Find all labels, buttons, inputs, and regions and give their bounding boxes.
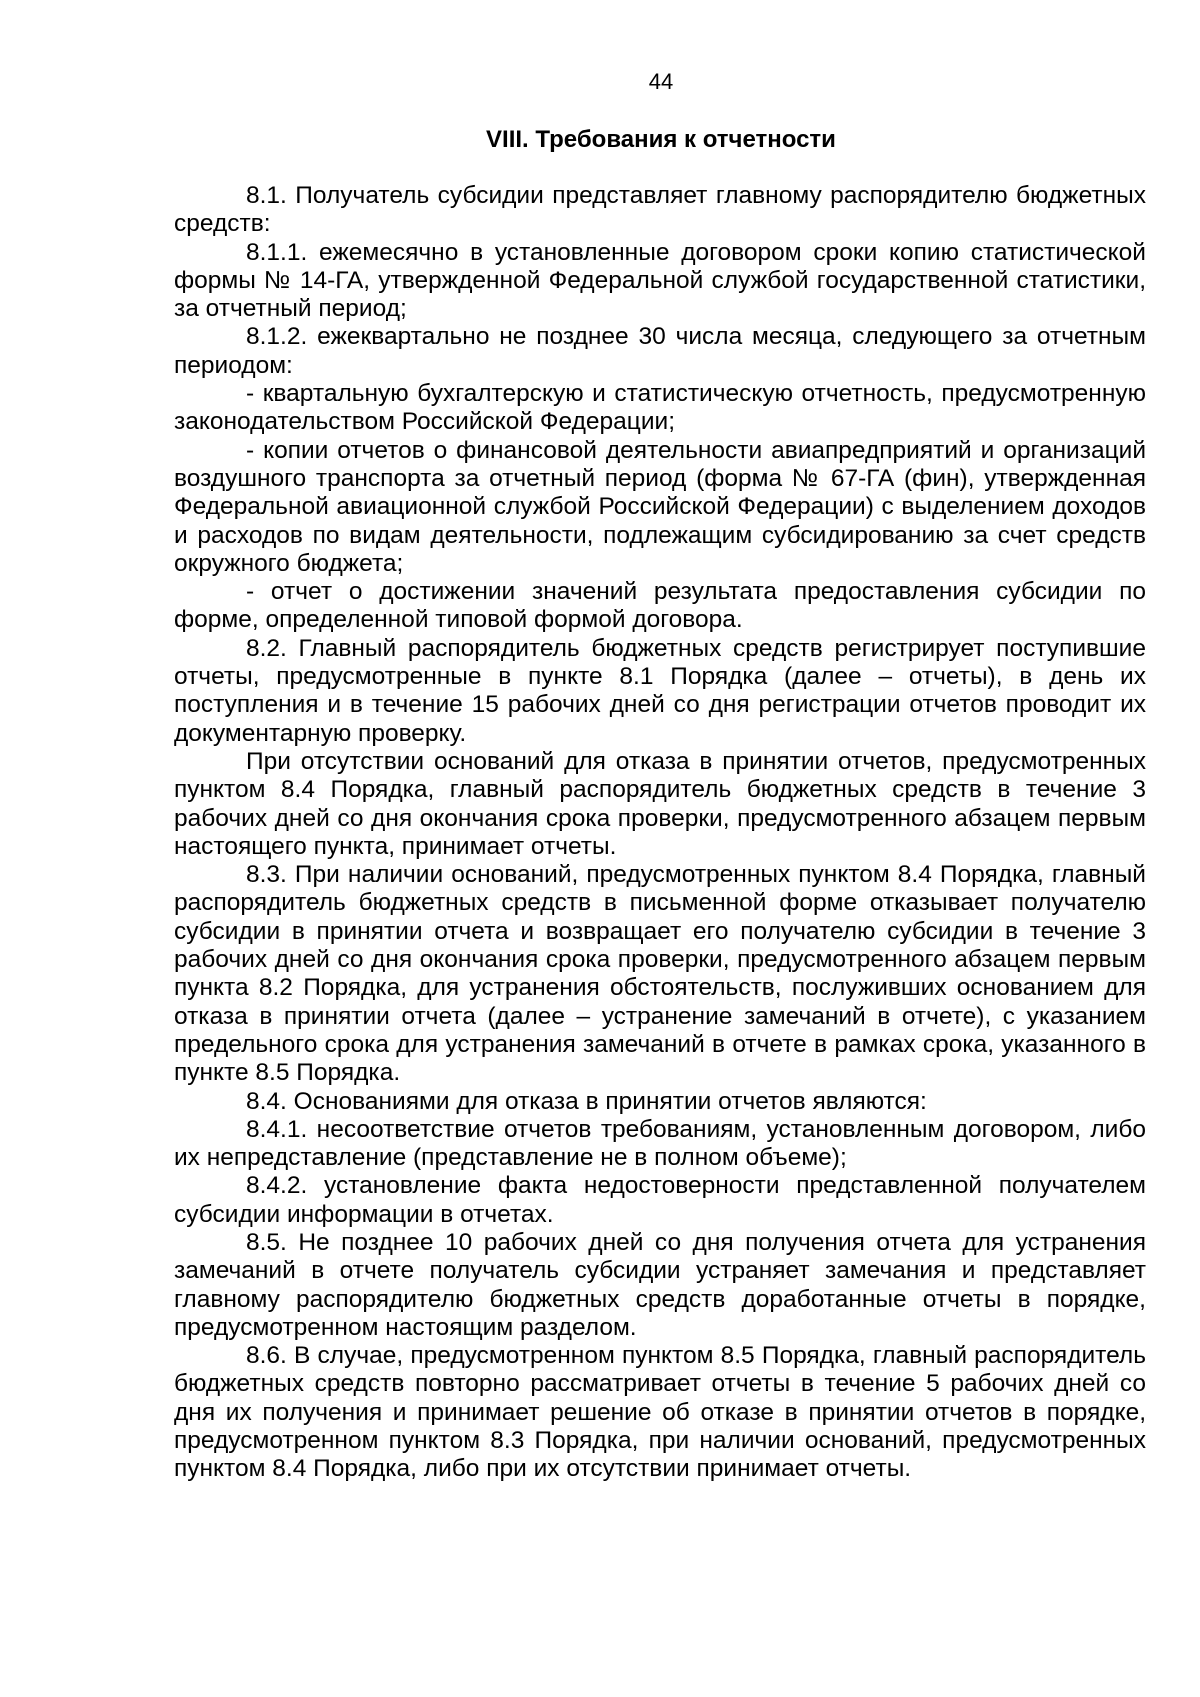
paragraph-8-4: 8.4. Основаниями для отказа в принятии отчетов являются: xyxy=(246,1087,927,1115)
paragraph-8-4-2: 8.4.2. установление факта недостоверности представленной получателем субсидии информации в отчетах. xyxy=(174,1172,1146,1228)
list-item-result-report: - отчет о достижении значений результата предоставления субсидии по форме, определенной типовой формой договора. xyxy=(174,578,1146,634)
page-number: 44 xyxy=(648,69,674,94)
paragraph-8-1-2: 8.1.2. ежеквартально не позднее 30 числа месяца, следующего за отчетным периодом: xyxy=(174,323,1146,379)
paragraph-8-6: 8.6. В случае, предусмотренном пунктом 8.5 Порядка, главный распорядитель бюджетных средств повторно рассматривает отчеты в течение 5 рабочих дней со дня их получения и принимает решение об отказе в принятии отчетов в порядке, предусмотренном пунктом 8.3 Порядка, при наличии оснований, предусмотренных пунктом 8.4 Порядка, либо при их отсутствии принимает отчеты. xyxy=(174,1342,1146,1483)
paragraph-8-2-acceptance: При отсутствии оснований для отказа в принятии отчетов, предусмотренных пунктом 8.4 Порядка, главный распорядитель бюджетных средств в течение 3 рабочих дней со дня окончания срока проверки, предусмотренного абзацем первым настоящего пункта, принимает отчеты. xyxy=(174,747,1146,860)
paragraph-8-2: 8.2. Главный распорядитель бюджетных средств регистрирует поступившие отчеты, предусмотренные в пункте 8.1 Порядка (далее – отчеты), в день их поступления и в течение 15 рабочих дней со дня регистрации отчетов проводит их документарную проверку. xyxy=(174,634,1146,747)
paragraph-8-4-1: 8.4.1. несоответствие отчетов требованиям, установленным договором, либо их непредставление (представление не в полном объеме); xyxy=(174,1115,1146,1172)
list-item-quarterly-reporting: - квартальную бухгалтерскую и статистическую отчетность, предусмотренную законодательством Российской Федерации; xyxy=(174,380,1146,436)
document-body xyxy=(174,182,1146,1484)
paragraph-8-1-1: 8.1.1. ежемесячно в установленные договором сроки копию статистической формы № 14-ГА, утвержденной Федеральной службой государственной статистики, за отчетный период; xyxy=(174,238,1146,323)
paragraph-8-1: 8.1. Получатель субсидии представляет главному распорядителю бюджетных средств: xyxy=(174,182,1146,238)
paragraph-8-5: 8.5. Не позднее 10 рабочих дней со дня получения отчета для устранения замечаний в отчете получатель субсидии устраняет замечания и представляет главному распорядителю бюджетных средств доработанные отчеты в порядке, предусмотренном настоящим разделом. xyxy=(174,1228,1146,1341)
list-item-financial-reports: - копии отчетов о финансовой деятельности авиапредприятий и организаций воздушного транспорта за отчетный период (форма № 67-ГА (фин), утвержденная Федеральной авиационной службой Российской Федерации) с выделением доходов и расходов по видам деятельности, подлежащим субсидированию за счет средств окружного бюджета; xyxy=(174,436,1146,577)
section-heading: VIII. Требования к отчетности xyxy=(486,126,836,153)
paragraph-8-3: 8.3. При наличии оснований, предусмотренных пунктом 8.4 Порядка, главный распорядитель бюджетных средств в письменной форме отказывает получателю субсидии в принятии отчета и возвращает его получателю субсидии в течение 3 рабочих дней со дня окончания срока проверки, предусмотренного абзацем первым пункта 8.2 Порядка, для устранения обстоятельств, послуживших основанием для отказа в принятии отчета (далее – устранение замечаний в отчете), с указанием предельного срока для устранения замечаний в отчете в рамках срока, указанного в пункте 8.5 Порядка. xyxy=(174,861,1146,1087)
